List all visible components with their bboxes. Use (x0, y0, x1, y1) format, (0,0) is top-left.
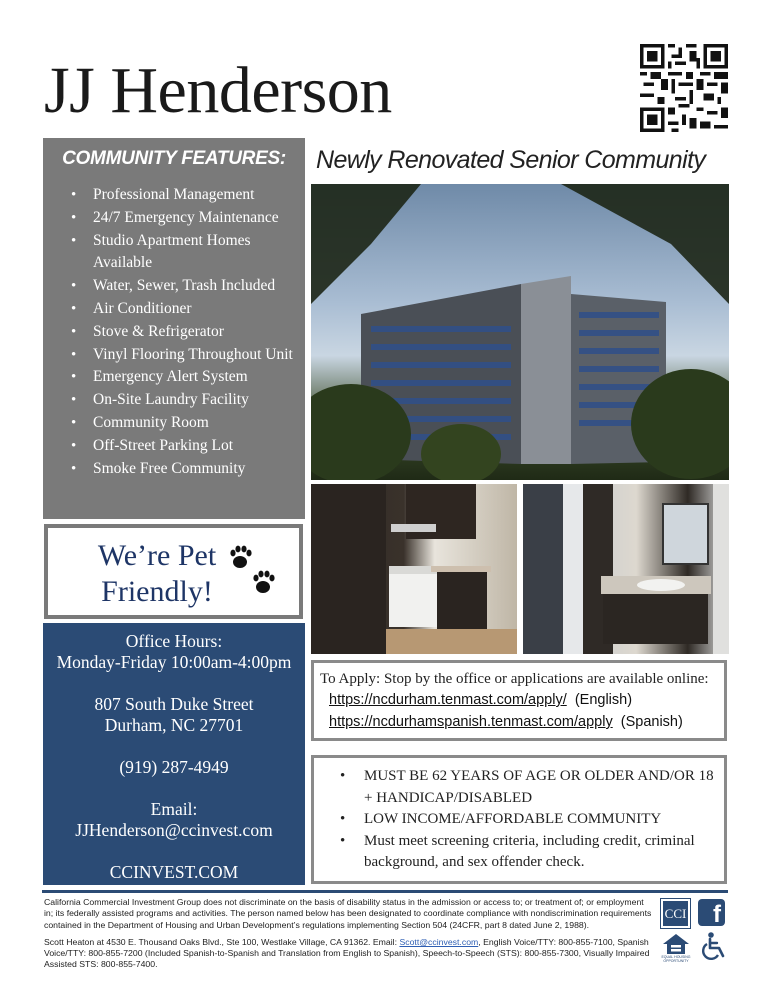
feature-item: • Water, Sewer, Trash Included (71, 275, 299, 298)
apply-lang-spanish: (Spanish) (620, 714, 683, 730)
pet-friendly-box (44, 524, 303, 619)
feature-item: • 24/7 Emergency Maintenance (71, 207, 299, 230)
apply-lead: To Apply: Stop by the office or applications are available online: (320, 671, 709, 687)
feature-item: • Professional Management (71, 184, 299, 207)
pet-friendly-text (82, 538, 232, 610)
feature-item: • Off-Street Parking Lot (71, 435, 299, 458)
wheelchair-accessible-icon (699, 931, 729, 961)
features-list (43, 170, 305, 480)
requirement-item: • LOW INCOME/AFFORDABLE COMMUNITY (340, 809, 716, 831)
office-email[interactable]: JJHenderson@ccinvest.com (75, 820, 273, 840)
page-subtitle: Newly Renovated Senior Community (316, 146, 706, 174)
website-link[interactable]: CCINVEST.COM (109, 862, 239, 882)
feature-item: • Stove & Refrigerator (71, 321, 299, 344)
building-photo (311, 184, 729, 480)
disclaimer-paragraph-1: California Commercial Investment Group does not discriminate on the basis of disability status in the admission or access to; or treatment of; or employment in; its federally assisted programs and activities. The person named below has been designated to coordinate compliance with nondiscrimination requirements contained in the Department of Housing and Urban Development’s regulations implementing Section 504 (24CFR, part 8 dated June 2, 1988). (44, 897, 652, 930)
equal-housing-text: EQUAL HOUSING OPPORTUNITY (661, 955, 691, 963)
feature-item: • On-Site Laundry Facility (71, 389, 299, 412)
office-hours-label: Office Hours: (125, 631, 223, 651)
apply-link-spanish-row (320, 711, 724, 733)
apply-link-english-row (320, 689, 724, 711)
feature-item: • Studio Apartment Homes Available (71, 230, 299, 276)
disclaimer-paragraph-2 (44, 937, 654, 971)
requirement-item: • Must meet screening criteria, including credit, criminal background, and sex offender check. (340, 831, 716, 874)
disclaimer-contact-text: Scott Heaton at 4530 E. Thousand Oaks Blvd., Ste 100, Westlake Village, CA 91362. Email: (44, 936, 400, 947)
email-label: Email: (150, 799, 198, 819)
apply-link-english[interactable]: https://ncdurham.tenmast.com/apply/ (329, 692, 567, 708)
pet-line-2: Friendly! (101, 575, 213, 608)
office-city: Durham, NC 27701 (104, 715, 244, 735)
office-street: 807 South Duke Street (94, 694, 254, 714)
disclaimer-contact-numbers: , English Voice/TTY: 800-855-7100, Spanish Voice/TTY: 800-855-7200 (Included Spanish-to-Spanish and Translation from English to Spanish), Speech-to-Speech (STS): 800-855-7300, Visually Impaired Assisted STS: 800-855-7400. (44, 936, 650, 970)
pet-line-1: We’re Pet (97, 539, 217, 572)
office-info-panel (43, 623, 305, 885)
nondiscrimination-disclaimer (44, 897, 654, 971)
feature-item: • Vinyl Flooring Throughout Unit (71, 344, 299, 367)
office-phone[interactable]: (919) 287-4949 (119, 757, 229, 777)
kitchen-photo (311, 484, 517, 654)
features-heading: COMMUNITY FEATURES: (62, 148, 286, 169)
bathroom-photo (523, 484, 729, 654)
apply-lang-english: (English) (574, 692, 633, 708)
feature-item: • Smoke Free Community (71, 458, 299, 481)
footer-divider (42, 890, 728, 893)
apply-link-spanish[interactable]: https://ncdurhamspanish.tenmast.com/apply (329, 714, 613, 730)
qr-code[interactable] (640, 44, 728, 132)
requirements-list (314, 758, 724, 874)
requirements-box (311, 755, 727, 884)
feature-item: • Emergency Alert System (71, 366, 299, 389)
apply-box (311, 660, 727, 741)
facebook-icon[interactable]: f (698, 899, 725, 926)
community-features-panel (43, 138, 305, 519)
cci-logo: CCI (661, 899, 690, 928)
coordinator-email-link[interactable]: Scott@ccinvest.com (399, 936, 479, 947)
feature-item: • Air Conditioner (71, 298, 299, 321)
requirement-item: • MUST BE 62 YEARS OF AGE OR OLDER AND/OR 18 + HANDICAP/DISABLED (340, 766, 716, 809)
feature-item: • Community Room (71, 412, 299, 435)
page-title: JJ Henderson (44, 54, 392, 127)
office-hours: Monday-Friday 10:00am-4:00pm (56, 652, 292, 672)
paw-prints-icon (228, 542, 280, 602)
